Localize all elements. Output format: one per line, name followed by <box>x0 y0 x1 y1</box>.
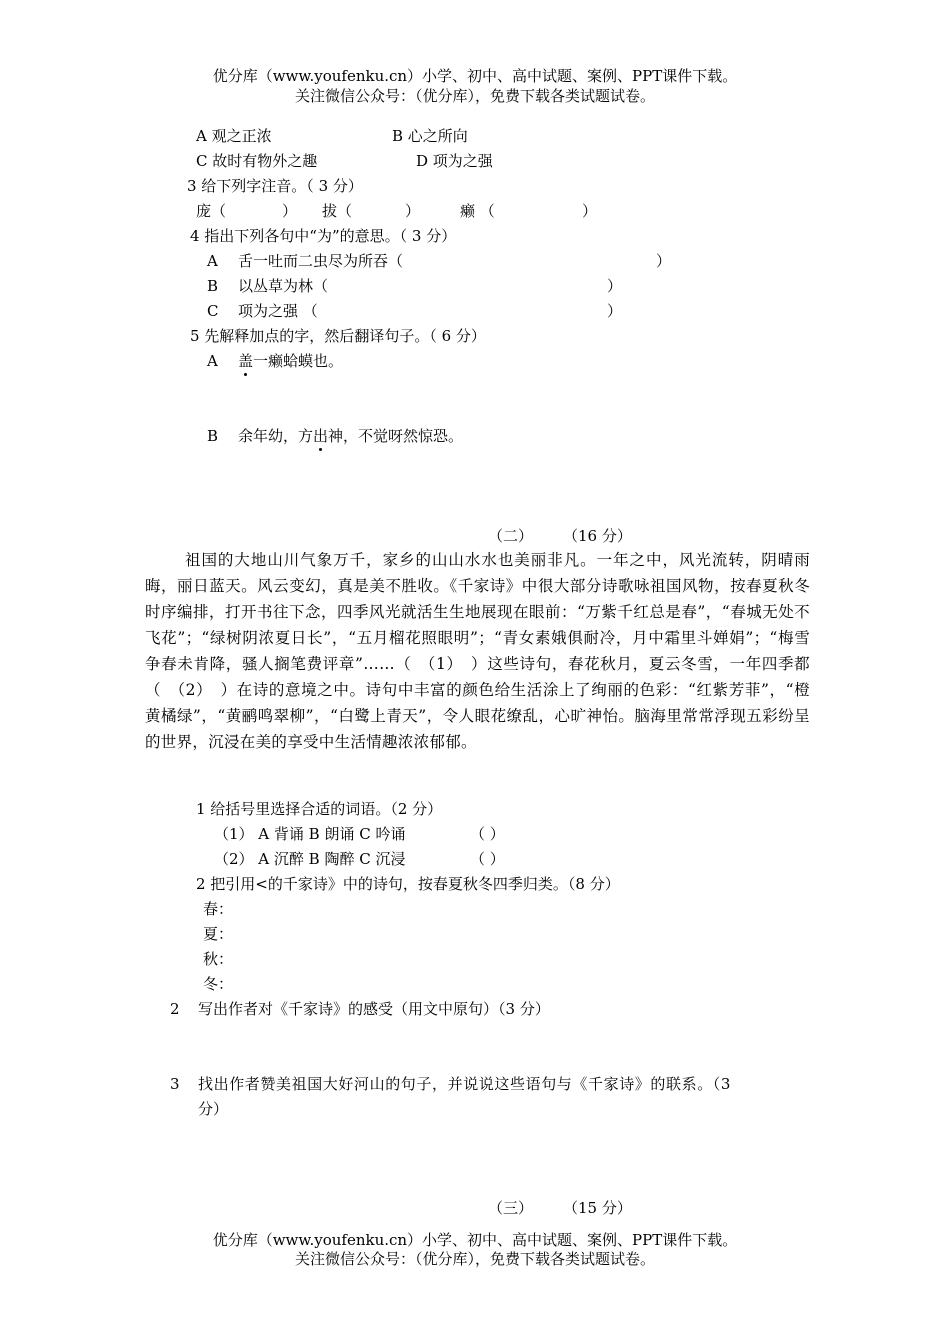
footer-line-1: 优分库（www.youfenku.cn）小学、初中、高中试题、案例、PPT课件下载。 <box>212 1231 738 1249</box>
q5-a-label: A <box>207 352 218 370</box>
q4-c-label: C <box>207 302 219 320</box>
s2-q2-spring: 春： <box>203 900 234 918</box>
q3-close-1: ） <box>282 202 298 220</box>
header-line-2: 关注微信公众号：（优分库），免费下载各类试题试卷。 <box>294 87 655 105</box>
section-2-score: （16 分） <box>563 527 632 545</box>
s2-q1-option-1: （1） A 背诵 B 朗诵 C 吟诵 <box>214 825 406 843</box>
s2-q2-title: 2 把引用<的千家诗》中的诗句，按春夏秋冬四季归类。（8 分） <box>196 875 620 893</box>
s2-q1-blank-1: （ ） <box>470 825 505 843</box>
q2-option-a: A 观之正浓 <box>196 127 272 145</box>
s2-q1-option-2: （2） A 沉醉 B 陶醉 C 沉浸 <box>214 850 406 868</box>
q2-option-b: B 心之所向 <box>392 127 468 145</box>
emphasis-dot-char: 出 <box>313 427 329 445</box>
q4-b-text: 以丛草为林（ <box>238 277 329 295</box>
q5-b-rest: 神，不觉呀然惊恐。 <box>328 427 464 445</box>
q2-option-d: D 项为之强 <box>416 152 493 170</box>
section-3-score: （15 分） <box>563 1199 632 1217</box>
s2-q4-text-cont: 分） <box>198 1100 229 1118</box>
q4-b-close: ） <box>607 277 623 295</box>
q3-char-1: 庞（ <box>196 202 227 220</box>
s2-q2-winter: 冬： <box>203 975 234 993</box>
q5-b-pre: 余年幼，方 <box>238 427 314 445</box>
q3-char-3: 癞 （ <box>460 202 495 220</box>
s2-q1-title: 1 给括号里选择合适的词语。（2 分） <box>196 800 443 818</box>
section-2-passage: 祖国的大地山川气象万千，家乡的山山水水也美丽非凡。一年之中，风光流转，阴晴雨晦，丽日蓝天。风云变幻，真是美不胜收。《千家诗》中很大部分诗歌咏祖国风物，按春夏秋冬时序编排，打开书往下念，四季风光就活生生地展现在眼前：“万紫千红总是春”，“春城无处不飞花”；“绿树阴浓夏日长”，“五月榴花照眼明”；“青女素娥俱耐冷，月中霜里斗婵娟”；“梅雪争春未肯降，骚人搁笔费评章”……（ （1） ）这些诗句，春花秋月，夏云冬雪，一年四季都（ （2） ）在诗的意境之中。诗句中丰富的颜色给生活涂上了绚丽的色彩：“红紫芳菲”，“橙黄橘绿”，“黄鹂鸣翠柳”，“白鹭上青天”，令人眼花缭乱，心旷神怡。脑海里常常浮现五彩纷呈的世界，沉浸在美的享受中生活情趣浓浓郁郁。 <box>145 551 810 751</box>
q5-a-rest: 一癞蛤蟆也。 <box>253 352 344 370</box>
q5-b-label: B <box>207 427 219 445</box>
s2-q4-number: 3 <box>170 1075 180 1093</box>
q4-title: 4 指出下列各句中“为”的意思。（ 3 分） <box>190 227 457 245</box>
section-3-number: （三） <box>488 1199 534 1217</box>
q4-a-text: 舌一吐而二虫尽为所吞（ <box>238 252 404 270</box>
q4-a-close: ） <box>656 252 672 270</box>
footer-line-2: 关注微信公众号：（优分库），免费下载各类试题试卷。 <box>294 1250 655 1268</box>
q5-title: 5 先解释加点的字，然后翻译句子。（ 6 分） <box>190 327 486 345</box>
section-2-number: （二） <box>488 527 534 545</box>
emphasis-dot-char: 盖 <box>238 352 254 370</box>
q2-option-c: C 故时有物外之趣 <box>196 152 318 170</box>
s2-q4-text: 找出作者赞美祖国大好河山的句子，并说说这些语句与《千家诗》的联系。（3 <box>198 1075 732 1093</box>
q3-close-3: ） <box>582 202 598 220</box>
q4-c-text: 项为之强 （ <box>238 302 318 320</box>
q5-a-sentence <box>238 351 343 371</box>
q3-char-2: 拔（ <box>322 202 353 220</box>
q4-c-close: ） <box>607 302 623 320</box>
q4-b-label: B <box>207 277 219 295</box>
s2-q2-summer: 夏： <box>203 925 234 943</box>
s2-q2-autumn: 秋： <box>203 950 234 968</box>
q3-title: 3 给下列字注音。（ 3 分） <box>187 177 363 195</box>
s2-q1-blank-2: （ ） <box>470 850 505 868</box>
header-line-1: 优分库（www.youfenku.cn）小学、初中、高中试题、案例、PPT课件下载。 <box>212 67 738 85</box>
q4-a-label: A <box>207 252 218 270</box>
q3-close-2: ） <box>405 202 421 220</box>
s2-q3-text: 写出作者对《千家诗》的感受（用文中原句）（3 分） <box>198 1000 550 1018</box>
s2-q3-number: 2 <box>170 1000 180 1018</box>
q5-b-sentence <box>238 426 463 446</box>
